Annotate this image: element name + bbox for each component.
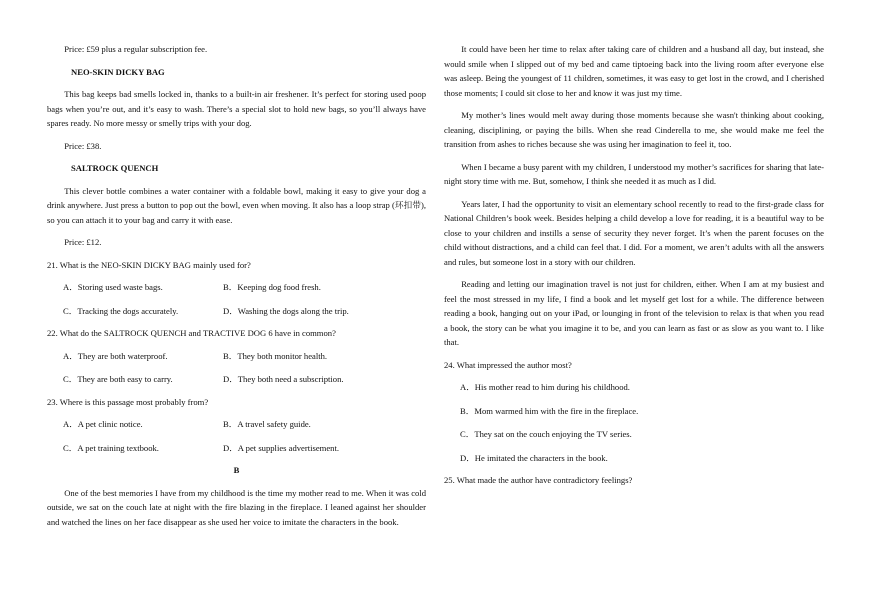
passage-paragraph: One of the best memories I have from my childhood is the time my mother read to me. When it was cold outside, we sat on the couch late at night with the fire blazing in the fireplace. I leaned against her shoulder and watched the lines on her face disappear as she used her voice to imitate the characters in the book. bbox=[47, 487, 426, 527]
question-24-options bbox=[460, 380, 824, 465]
option-b[interactable]: B．They both monitor health. bbox=[223, 350, 328, 361]
passage-paragraph: It could have been her time to relax after taking care of children and a husband all day, but instead, she would smile when I slipped out of my bed and came tiptoeing back into the living room after everyone else was asleep. Being the youngest of 11 children, sometimes, it was easy to get lost in the crowd, and I cherished those moments; I could sit close to her and know it was just my time. bbox=[444, 44, 824, 98]
product-description: This bag keeps bad smells locked in, thanks to a built-in air freshener. It’s perfect for storing used poop bags when you’re out, and it’s easy to wash. There’s a special slot to hold new bags, so you’ll always have spares ready. No more messy or smelly trips with your dog. bbox=[47, 89, 426, 128]
option-b[interactable]: B．A travel safety guide. bbox=[223, 419, 311, 429]
option-d[interactable]: D．A pet supplies advertisement. bbox=[223, 442, 339, 453]
question-21: 21. What is the NEO-SKIN DICKY BAG mainly used for? bbox=[47, 259, 251, 270]
option-b[interactable]: B．Mom warmed him with the fire in the fireplace. bbox=[460, 405, 639, 416]
price-line: Price: £12. bbox=[64, 237, 102, 247]
passage-paragraph: My mother’s lines would melt away during those moments because she wasn't thinking about cooking, cleaning, disciplining, or paying the bills. When she read Cinderella to me, she would make me feel the transition from ashes to riches because she was using her imagination to feel it, too. bbox=[444, 110, 824, 149]
option-a[interactable]: A．A pet clinic notice. bbox=[63, 419, 143, 429]
product-heading: SALTROCK QUENCH bbox=[71, 163, 159, 173]
question-21-options bbox=[63, 280, 426, 318]
option-a[interactable]: A．His mother read to him during his childhood. bbox=[460, 382, 630, 392]
product-description: This clever bottle combines a water container with a foldable bowl, making it easy to give your dog a drink anywhere. Just press a button to pop out the bowl, even when moving. It also has a loop strap (环扣带), so you can attach it to your bag and carry it with ease. bbox=[47, 185, 426, 225]
price-line: Price: £59 plus a regular subscription fee. bbox=[64, 44, 208, 54]
product-heading: NEO-SKIN DICKY BAG bbox=[71, 66, 165, 77]
passage-paragraph: Years later, I had the opportunity to visit an elementary school recently to read to the first-grade class for National Children’s book week. Besides helping a child develop a love for reading, it is a beautiful way to be close to your children and instills a sense of security they never forget. It’s when the parent focuses on the child without distractions, and a child can feel that. I did. For a moment, we aren’t adults with all the answers and rules, but someone lost in a story with our children. bbox=[444, 198, 824, 267]
passage-paragraph: Reading and letting our imagination travel is not just for children, either. When I am at my busiest and feel the most stressed in my life, I find a book and let myself get lost for a while. The difference between reading a book, hanging out on your iPad, or lounging in front of the television to relax is that when you read a book, the story can be what you imagine it to be, and you can learn as fast or as slow as you want to. I like that. bbox=[444, 279, 824, 347]
question-23-options bbox=[63, 417, 426, 455]
option-d[interactable]: D．They both need a subscription. bbox=[223, 374, 344, 384]
option-b[interactable]: B．Keeping dog food fresh. bbox=[223, 282, 321, 292]
option-d[interactable]: D．Washing the dogs along the trip. bbox=[223, 305, 349, 316]
option-a[interactable]: A．Storing used waste bags. bbox=[63, 282, 163, 292]
question-24: 24. What impressed the author most? bbox=[444, 359, 572, 370]
passage-paragraph: When I became a busy parent with my children, I understood my mother’s sacrifices for sharing that late-night story time with me. But, somehow, I think she needed it as much as I did. bbox=[444, 161, 824, 186]
option-c[interactable]: C．A pet training textbook. bbox=[63, 442, 159, 453]
option-d[interactable]: D．He imitated the characters in the book. bbox=[460, 452, 608, 463]
option-c[interactable]: C．They are both easy to carry. bbox=[63, 374, 173, 384]
left-column bbox=[47, 42, 426, 537]
question-23: 23. Where is this passage most probably from? bbox=[47, 396, 209, 407]
question-22-options bbox=[63, 349, 426, 387]
right-column bbox=[444, 42, 824, 496]
question-22: 22. What do the SALTROCK QUENCH and TRACTIVE DOG 6 have in common? bbox=[47, 328, 336, 338]
section-heading: B bbox=[233, 465, 240, 475]
question-25: 25. What made the author have contradictory feelings? bbox=[444, 475, 633, 485]
option-a[interactable]: A．They are both waterproof. bbox=[63, 350, 168, 361]
option-c[interactable]: C．Tracking the dogs accurately. bbox=[63, 305, 179, 316]
price-line: Price: £38. bbox=[64, 140, 102, 151]
option-c[interactable]: C．They sat on the couch enjoying the TV series. bbox=[460, 429, 632, 439]
